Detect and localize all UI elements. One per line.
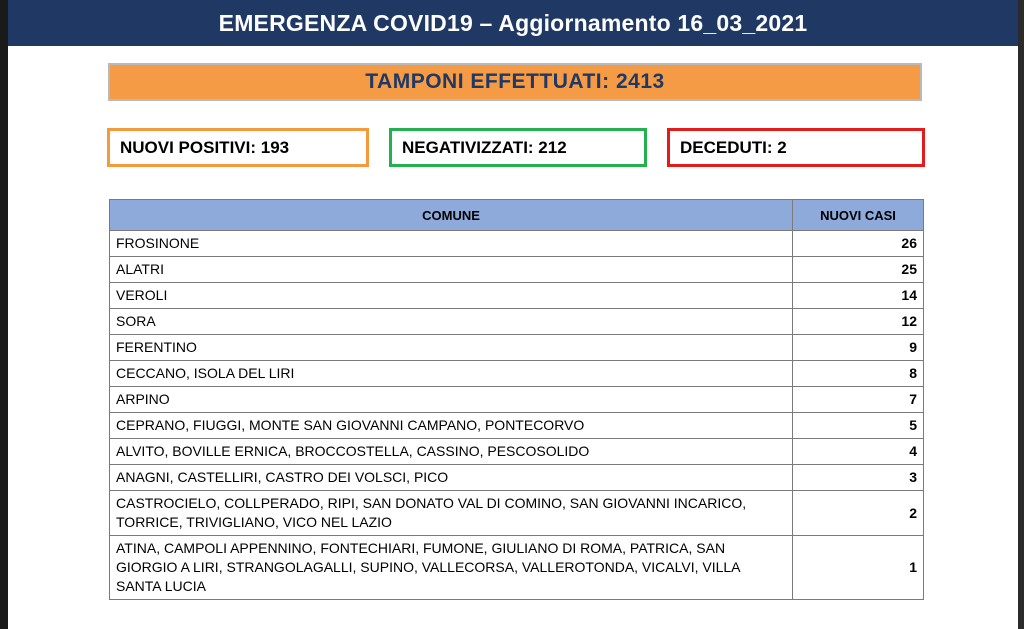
nuovi-casi-cell: 8 bbox=[793, 361, 924, 387]
comune-cell: FROSINONE bbox=[110, 231, 793, 257]
nuovi-casi-cell: 25 bbox=[793, 257, 924, 283]
comune-cell: ALVITO, BOVILLE ERNICA, BROCCOSTELLA, CASSINO, PESCOSOLIDO bbox=[110, 439, 793, 465]
comune-cell: CASTROCIELO, COLLPERADO, RIPI, SAN DONATO VAL DI COMINO, SAN GIOVANNI INCARICO, TORRICE, TRIVIGLIANO, VICO NEL LAZIO bbox=[110, 491, 793, 536]
table-row bbox=[110, 439, 924, 465]
table-row bbox=[110, 361, 924, 387]
nuovi-casi-cell: 4 bbox=[793, 439, 924, 465]
comune-cell: ANAGNI, CASTELLIRI, CASTRO DEI VOLSCI, PICO bbox=[110, 465, 793, 491]
nuovi-casi-cell: 9 bbox=[793, 335, 924, 361]
table-row bbox=[110, 465, 924, 491]
table-header-row bbox=[110, 200, 924, 231]
page-title: EMERGENZA COVID19 – Aggiornamento 16_03_2021 bbox=[8, 0, 1018, 46]
nuovi-casi-cell: 1 bbox=[793, 536, 924, 600]
nuovi-casi-cell: 7 bbox=[793, 387, 924, 413]
table-row bbox=[110, 309, 924, 335]
tamponi-banner: TAMPONI EFFETTUATI: 2413 bbox=[108, 63, 922, 101]
nuovi-casi-cell: 3 bbox=[793, 465, 924, 491]
cases-table bbox=[109, 199, 924, 600]
table-row bbox=[110, 387, 924, 413]
comune-cell: ARPINO bbox=[110, 387, 793, 413]
deceduti-box: DECEDUTI: 2 bbox=[667, 128, 925, 167]
nuovi-casi-cell: 12 bbox=[793, 309, 924, 335]
header-nuovi-casi: NUOVI CASI bbox=[793, 200, 924, 231]
table-row bbox=[110, 335, 924, 361]
comune-cell: CEPRANO, FIUGGI, MONTE SAN GIOVANNI CAMPANO, PONTECORVO bbox=[110, 413, 793, 439]
table-row bbox=[110, 283, 924, 309]
table-row bbox=[110, 413, 924, 439]
comune-cell: ATINA, CAMPOLI APPENNINO, FONTECHIARI, FUMONE, GIULIANO DI ROMA, PATRICA, SAN GIORGIO A LIRI, STRANGOLAGALLI, SUPINO, VALLECORSA, VALLEROTONDA, VICALVI, VILLA SANTA LUCIA bbox=[110, 536, 793, 600]
table-row bbox=[110, 257, 924, 283]
negativizzati-box: NEGATIVIZZATI: 212 bbox=[389, 128, 647, 167]
slide bbox=[8, 0, 1024, 629]
nuovi-positivi-box: NUOVI POSITIVI: 193 bbox=[107, 128, 369, 167]
comune-cell: FERENTINO bbox=[110, 335, 793, 361]
nuovi-casi-cell: 14 bbox=[793, 283, 924, 309]
nuovi-casi-cell: 5 bbox=[793, 413, 924, 439]
comune-cell: ALATRI bbox=[110, 257, 793, 283]
nuovi-casi-cell: 2 bbox=[793, 491, 924, 536]
comune-cell: VEROLI bbox=[110, 283, 793, 309]
table-row bbox=[110, 491, 924, 536]
comune-cell: CECCANO, ISOLA DEL LIRI bbox=[110, 361, 793, 387]
table-body bbox=[110, 231, 924, 600]
table-row bbox=[110, 536, 924, 600]
comune-cell: SORA bbox=[110, 309, 793, 335]
header-comune: COMUNE bbox=[110, 200, 793, 231]
window-edge bbox=[1018, 0, 1024, 629]
table-row bbox=[110, 231, 924, 257]
nuovi-casi-cell: 26 bbox=[793, 231, 924, 257]
